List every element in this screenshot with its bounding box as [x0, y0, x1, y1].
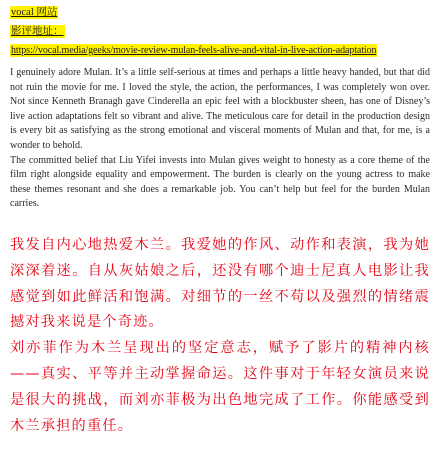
source-site-label: vocal 网站: [11, 7, 58, 18]
chinese-translation-text: [10, 233, 430, 439]
english-review-text: [10, 66, 430, 212]
review-url-link[interactable]: https://vocal.media/geeks/movie-review-mulan-feels-alive-and-vital-in-live-action-adaptation: [11, 45, 377, 56]
source-header: [10, 2, 430, 59]
chinese-paragraph-1: 我发自内心地热爱木兰。我爱她的作风、动作和表演，我为她深深着迷。自从灰姑娘之后，还没有哪个迪士尼真人电影让我感觉到如此鲜活和饱满。对细节的一丝不苟以及强烈的情绪震撼对我来说是个奇迹。: [10, 237, 430, 331]
english-paragraph-2: The committed belief that Liu Yifei invests into Mulan gives weight to honesty as a core theme of the film right alongside equality and empowerment. The burden is clearly on the young actress to make these themes resonant and she does a remarkable job. You can’t help but feel for the burden Mulan carries.: [10, 154, 430, 210]
chinese-paragraph-2: 刘亦菲作为木兰呈现出的坚定意志，赋予了影片的精神内核——真实、平等并主动掌握命运。这件事对于年轻女演员来说是很大的挑战，而刘亦菲极为出色地完成了工作。你能感受到木兰承担的重任。: [10, 340, 430, 434]
review-address-label: 影评地址：: [11, 26, 64, 37]
english-paragraph-1: I genuinely adore Mulan. It’s a little self-serious at times and perhaps a little heavy handed, but that did not ruin the movie for me. I loved the style, the action, the performances, I was completely won over. Not since Kenneth Branagh gave Cinderella an epic feel with a blockbuster sheen, has one of Disney’s live action adaptations felt so vibrant and alive. The meticulous care for detail in the production design is every bit as satisfying as the strong emotional and visceral moments of Mulan and that, for me, is a wonder to behold.: [10, 67, 430, 151]
